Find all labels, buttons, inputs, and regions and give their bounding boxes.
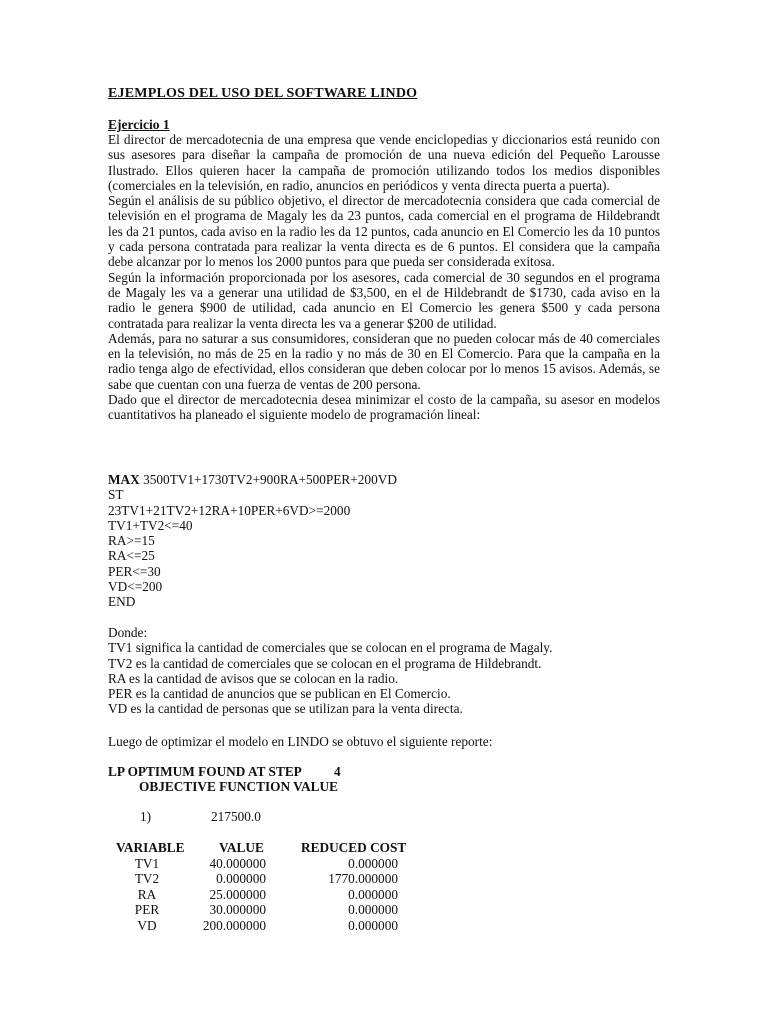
paragraph: Según el análisis de su público objetivo, el director de mercadotecnia considera que cada comercial de televisión en el programa de Magaly les da 23 puntos, cada comercial en el programa de Hildebrandt les da 21 puntos, cada aviso en la radio les da 12 puntos, cada anuncio en El Comercio les da 10 puntos y cada persona contratada para realizar la venta directa es de 6 puntos. El considera que la campaña debe alcanzar por lo menos los 2000 puntos para que pueda ser considerada exitosa. bbox=[108, 193, 660, 270]
table-row bbox=[108, 902, 528, 918]
definition-item: RA es la cantidad de avisos que se colocan en la radio. bbox=[108, 670, 399, 686]
cell-value: 25.000000 bbox=[209, 886, 266, 902]
cell-value: 30.000000 bbox=[209, 902, 266, 917]
variable-definitions bbox=[108, 625, 552, 717]
cell-variable: VD bbox=[137, 917, 157, 933]
exercise-heading: Ejercicio 1 bbox=[108, 117, 170, 132]
table-row bbox=[108, 871, 528, 887]
lp-optimum-label: LP OPTIMUM FOUND AT STEP bbox=[108, 764, 302, 779]
table-header bbox=[108, 840, 528, 856]
table-row bbox=[108, 856, 528, 872]
row-number: 1) bbox=[140, 809, 152, 824]
model-line: TV1+TV2<=40 bbox=[108, 517, 193, 533]
lp-optimum-line bbox=[108, 764, 341, 780]
cell-variable: PER bbox=[134, 902, 160, 917]
model-line: VD<=200 bbox=[108, 579, 163, 595]
objective-value: 217500.0 bbox=[211, 809, 261, 824]
cell-variable: TV1 bbox=[134, 855, 160, 871]
header-reduced-cost: REDUCED COST bbox=[301, 840, 407, 855]
model-line: ST bbox=[108, 487, 124, 503]
definition-item: TV2 es la cantidad de comerciales que se colocan en el programa de Hildebrandt. bbox=[108, 655, 542, 671]
objective-line bbox=[108, 472, 397, 487]
header-variable: VARIABLE bbox=[116, 840, 185, 855]
cell-variable: TV2 bbox=[134, 871, 160, 886]
cell-reduced-cost: 0.000000 bbox=[348, 886, 398, 902]
paragraph: El director de mercadotecnia de una empresa que vende enciclopedias y diccionarios está reunido con sus asesores para diseñar la campaña de promoción de una nueva edición del Pequeño Larousse Ilustrado. Ellos quieren hacer la campaña de promoción utilizando todos los medios disponibles (comerciales en la televisión, en radio, anuncios en periódicos y venta directa puerta a puerta). bbox=[108, 132, 660, 193]
model-line: 23TV1+21TV2+12RA+10PER+6VD>=2000 bbox=[108, 502, 351, 518]
model-line: END bbox=[108, 594, 136, 610]
lp-model bbox=[108, 472, 397, 610]
max-keyword: MAX bbox=[108, 472, 140, 487]
document-title: EJEMPLOS DEL USO DEL SOFTWARE LINDO bbox=[108, 86, 418, 101]
paragraph: Dado que el director de mercadotecnia desea minimizar el costo de la campaña, su asesor en modelos cuantitativos ha planeado el siguiente modelo de programación lineal: bbox=[108, 392, 660, 423]
model-line: RA<=25 bbox=[108, 548, 155, 564]
table-row bbox=[108, 918, 528, 934]
table-row bbox=[108, 887, 528, 903]
cell-reduced-cost: 0.000000 bbox=[348, 855, 398, 871]
model-line: PER<=30 bbox=[108, 563, 161, 579]
cell-reduced-cost: 0.000000 bbox=[348, 902, 398, 917]
cell-value: 0.000000 bbox=[216, 871, 266, 886]
objective-function-label: OBJECTIVE FUNCTION VALUE bbox=[139, 779, 339, 794]
model-line: RA>=15 bbox=[108, 533, 155, 549]
cell-variable: RA bbox=[137, 886, 157, 902]
definition-item: TV1 significa la cantidad de comerciales que se colocan en el programa de Magaly. bbox=[108, 640, 553, 656]
cell-value: 200.000000 bbox=[202, 917, 266, 933]
cell-value: 40.000000 bbox=[209, 855, 266, 871]
problem-statement bbox=[108, 132, 660, 423]
report-intro: Luego de optimizar el modelo en LINDO se obtuvo el siguiente reporte: bbox=[108, 734, 493, 749]
header-value: VALUE bbox=[219, 840, 264, 855]
step-number: 4 bbox=[334, 764, 341, 779]
cell-reduced-cost: 0.000000 bbox=[348, 917, 398, 933]
definition-item: PER es la cantidad de anuncios que se publican en El Comercio. bbox=[108, 686, 451, 702]
paragraph: Según la información proporcionada por los asesores, cada comercial de 30 segundos en el programa de Magaly les va a generar una utilidad de $3,500, en el de Hildebrandt de $1730, cada aviso en la radio le genera $900 de utilidad, cada anuncio en El Comercio les genera $500 y cada persona contratada para realizar la venta directa les va a generar $200 de utilidad. bbox=[108, 269, 660, 331]
objective-expression: 3500TV1+1730TV2+900RA+500PER+200VD bbox=[143, 472, 397, 487]
paragraph: Además, para no saturar a sus consumidores, consideran que no pueden colocar más de 40 comerciales en la televisión, no más de 25 en la radio y no más de 30 en El Comercio. Para que la campaña en la radio tenga algo de efectividad, ellos consideran que deben colocar por lo menos 15 avisos. Además, se sabe que cuentan con una fuerza de ventas de 200 persona. bbox=[108, 330, 660, 392]
cell-reduced-cost: 1770.000000 bbox=[328, 871, 398, 886]
donde-label: Donde: bbox=[108, 625, 148, 640]
variable-table bbox=[108, 840, 528, 933]
objective-value-row bbox=[108, 809, 528, 825]
definition-item: VD es la cantidad de personas que se utilizan para la venta directa. bbox=[108, 701, 463, 717]
